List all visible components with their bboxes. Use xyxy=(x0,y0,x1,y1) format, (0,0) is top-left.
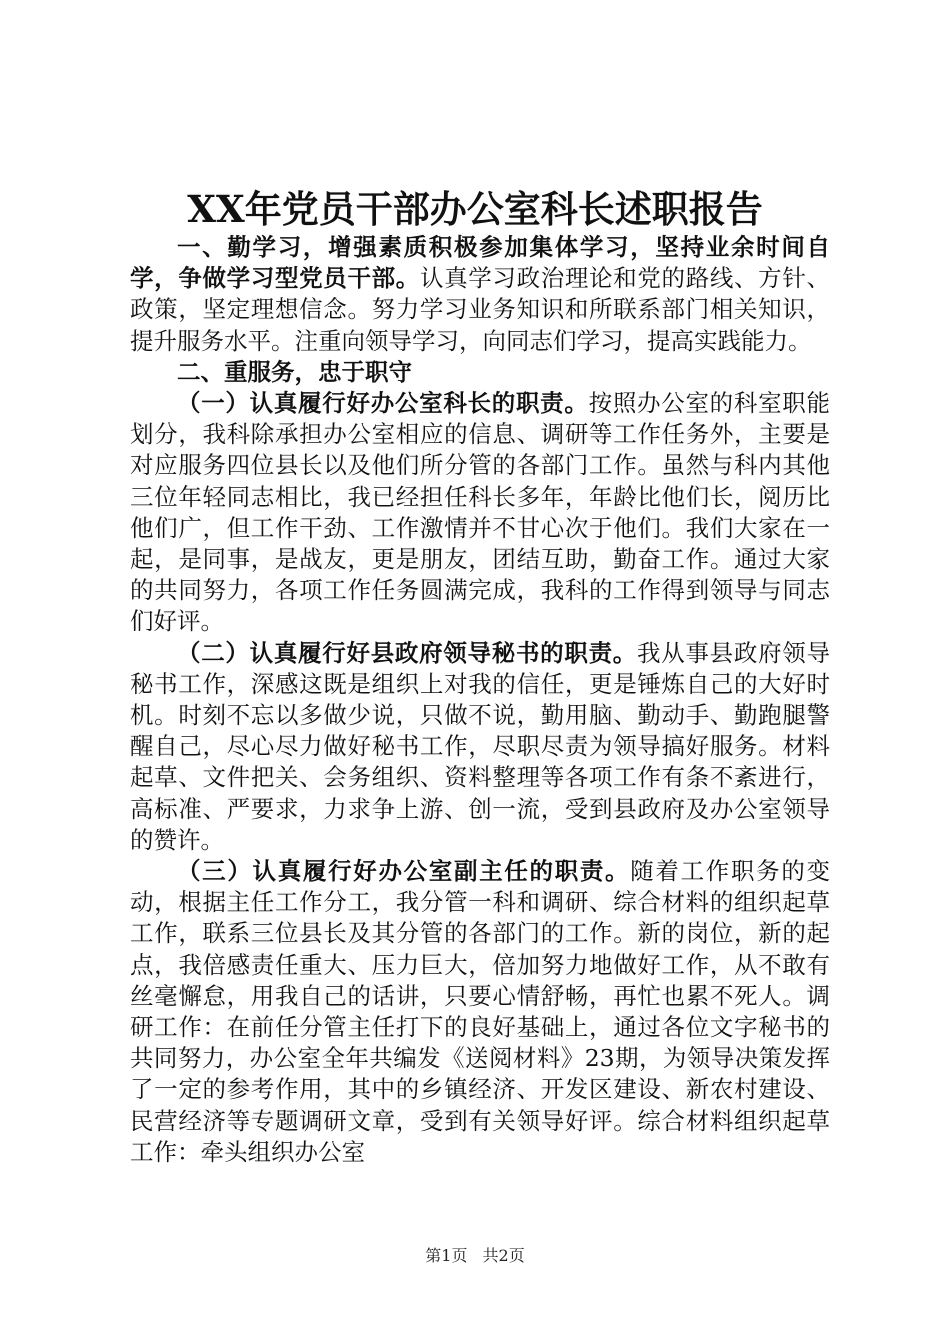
section-heading-text: 二、重服务，忠于职守 xyxy=(177,357,412,386)
document-title: XX年党员干部办公室科长述职报告 xyxy=(187,187,763,231)
paragraph-lead: （二）认真履行好县政府领导秘书的职责。 xyxy=(177,638,638,667)
page-total: 共2页 xyxy=(482,1246,525,1265)
paragraph-lead: 一、勤学习，增强素质积极参加集体学习，坚持业余时间自学，争做学习型党员干部。 xyxy=(130,233,830,293)
document-body xyxy=(130,232,830,1168)
paragraph-text: 按照办公室的科室职能划分，我科除承担办公室相应的信息、调研等工作任务外，主要是对应服务四位县长以及他们所分管的各部门工作。虽然与科内其他三位年轻同志相比，我已经担任科长多年，年龄比他们长，阅历比他们广，但工作干劲、工作激情并不甘心次于他们。我们大家在一起，是同事，是战友，更是朋友，团结互助，勤奋工作。通过大家的共同努力，各项工作任务圆满完成，我科的工作得到领导与同志们好评。 xyxy=(130,389,831,636)
section-heading-service xyxy=(130,357,830,388)
paragraph-lead: （一）认真履行好办公室科长的职责。 xyxy=(177,389,589,418)
page-number: 第1页 xyxy=(425,1246,468,1265)
paragraph-lead: （三）认真履行好办公室副主任的职责。 xyxy=(177,857,631,886)
paragraph-text: 认真学习政治理论和党的路线、方针、政策，坚定理想信念。努力学习业务知识和所联系部门相关知识，提升服务水平。注重向领导学习，向同志们学习，提高实践能力。 xyxy=(130,264,831,355)
paragraph-section-chief xyxy=(130,388,830,638)
paragraph-text: 随着工作职务的变动，根据主任工作分工，我分管一科和调研、综合材料的组织起草工作，联系三位县长及其分管的各部门的工作。新的岗位，新的起点，我倍感责任重大、压力巨大，倍加努力地做好工作，从不敢有丝毫懈怠，用我自己的话讲，只要心情舒畅，再忙也累不死人。调研工作：在前任分管主任打下的良好基础上，通过各位文字秘书的共同努力，办公室全年共编发《送阅材料》23期，为领导决策发挥了一定的参考作用，其中的乡镇经济、开发区建设、新农村建设、民营经济等专题调研文章，受到有关领导好评。综合材料组织起草工作：牵头组织办公室 xyxy=(130,857,831,1166)
page-footer xyxy=(0,1245,950,1267)
paragraph-deputy-director xyxy=(130,856,830,1168)
paragraph-secretary xyxy=(130,638,830,856)
paragraph-text: 我从事县政府领导秘书工作，深感这既是组织上对我的信任，更是锤炼自己的大好时机。时刻不忘以多做少说，只做不说，勤用脑、勤动手、勤跑腿警醒自己，尽心尽力做好秘书工作，尽职尽责为领导搞好服务。材料起草、文件把关、会务组织、资料整理等各项工作有条不紊进行，高标准、严要求，力求争上游、创一流，受到县政府及办公室领导的赞许。 xyxy=(130,638,831,854)
paragraph-study xyxy=(130,232,830,357)
